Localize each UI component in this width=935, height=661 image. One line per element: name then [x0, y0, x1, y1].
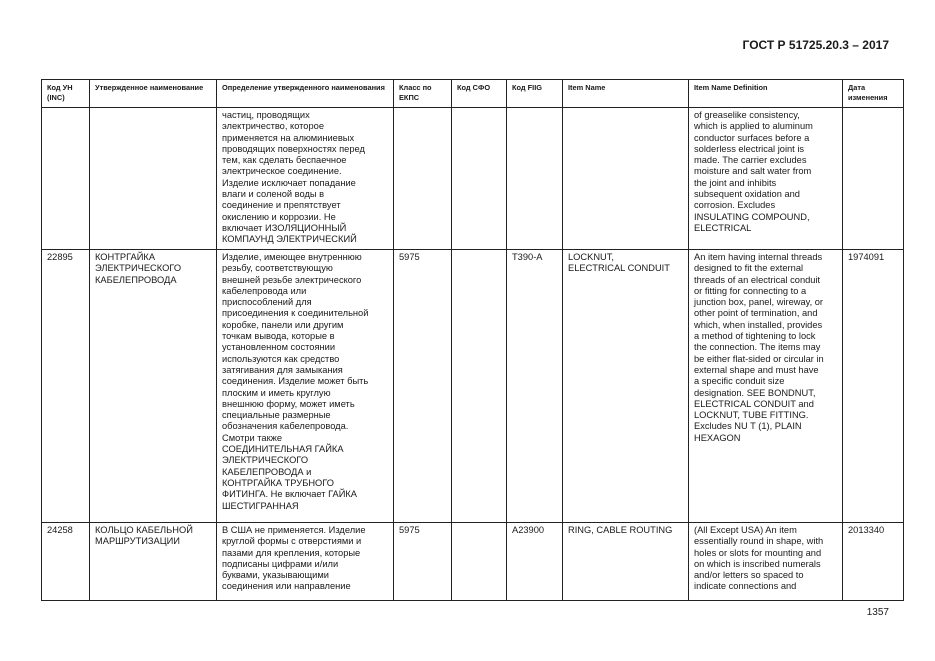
- cell-definition: частиц, проводящих электричество, которое применяется на алюминиевых проводящих поверхностях перед тем, как сделать беспаечное электрическое соединение. Изделие исключает попадание влаги и соленой воды в соединение и препятствует окислению и коррозии. Не включает ИЗОЛЯЦИОННЫЙ КОМПАУНД ЭЛЕКТРИЧЕСКИЙ: [217, 108, 394, 250]
- cell-item-name: [563, 108, 689, 250]
- page-number: 1357: [866, 607, 889, 618]
- cell-approved-name: [90, 108, 217, 250]
- cell-ekps-class: [394, 108, 452, 250]
- cell-ekps-class: 5975: [394, 250, 452, 523]
- col-header-definition: Определение утвержденного наименования: [217, 80, 394, 108]
- col-header-item-name: Item Name: [563, 80, 689, 108]
- inc-table: [41, 79, 904, 601]
- cell-ekps-class: 5975: [394, 523, 452, 601]
- col-header-approved-name: Утвержденное наименование: [90, 80, 217, 108]
- cell-change-date: 1974091: [843, 250, 904, 523]
- cell-item-name: LOCKNUT, ELECTRICAL CONDUIT: [563, 250, 689, 523]
- table-row: [42, 108, 904, 250]
- cell-change-date: [843, 108, 904, 250]
- document-header: ГОСТ Р 51725.20.3 – 2017: [742, 38, 889, 52]
- cell-definition: Изделие, имеющее внутреннюю резьбу, соответствующую внешней резьбе электрического кабелепровода или приспособлений для присоединения к соединительной коробке, панели или другим точкам вывода, которые в установленном состоянии используются как средство затягивания для замыкания соединения. Изделие может быть плоским и иметь круглую внешнюю форму, может иметь специальные размерные обозначения кабелепровода. Смотри также СОЕДИНИТЕЛЬНАЯ ГАЙКА ЭЛЕКТРИЧЕСКОГО КАБЕЛЕПРОВОДА и КОНТРГАЙКА ТРУБНОГО ФИТИНГА. Не включает ГАЙКА ШЕСТИГРАННАЯ: [217, 250, 394, 523]
- col-header-ekps-class: Класс по ЕКПС: [394, 80, 452, 108]
- cell-definition: В США не применяется. Изделие круглой формы с отверстиями и пазами для крепления, которые подписаны цифрами и/или буквами, указывающими соединения или направление: [217, 523, 394, 601]
- cell-inc: 24258: [42, 523, 90, 601]
- table-row: [42, 523, 904, 601]
- cell-item-name: RING, CABLE ROUTING: [563, 523, 689, 601]
- cell-sfo-code: [452, 250, 507, 523]
- col-header-fiig-code: Код FIIG: [507, 80, 563, 108]
- cell-change-date: 2013340: [843, 523, 904, 601]
- cell-item-name-definition: of greaselike consistency, which is applied to aluminum conductor surfaces before a solderless electrical joint is made. The carrier excludes moisture and salt water from the joint and inhibits subsequent oxidation and corrosion. Excludes INSULATING COMPOUND, ELECTRICAL: [689, 108, 843, 250]
- cell-inc: 22895: [42, 250, 90, 523]
- cell-sfo-code: [452, 108, 507, 250]
- table-header-row: [42, 80, 904, 108]
- col-header-change-date: Дата изменения: [843, 80, 904, 108]
- cell-approved-name: КОЛЬЦО КАБЕЛЬНОЙ МАРШРУТИЗАЦИИ: [90, 523, 217, 601]
- cell-item-name-definition: An item having internal threads designed to fit the external threads of an electrical conduit or fitting for connecting to a junction box, panel, wireway, or other point of termination, and which, when installed, provides a method of tightening to lock the connection. The items may be either flat-sided or circular in external shape and must have a specific conduit size designation. SEE BONDNUT, ELECTRICAL CONDUIT and LOCKNUT, TUBE FITTING. Excludes NU T (1), PLAIN HEXAGON: [689, 250, 843, 523]
- cell-approved-name: КОНТРГАЙКА ЭЛЕКТРИЧЕСКОГО КАБЕЛЕПРОВОДА: [90, 250, 217, 523]
- col-header-item-name-definition: Item Name Definition: [689, 80, 843, 108]
- table-row: [42, 250, 904, 523]
- cell-fiig-code: T390-A: [507, 250, 563, 523]
- cell-fiig-code: [507, 108, 563, 250]
- col-header-inc: Код УН (INC): [42, 80, 90, 108]
- cell-item-name-definition: (All Except USA) An item essentially round in shape, with holes or slots for mounting and on which is inscribed numerals and/or letters so spaced to indicate connections and: [689, 523, 843, 601]
- cell-inc: [42, 108, 90, 250]
- cell-sfo-code: [452, 523, 507, 601]
- cell-fiig-code: A23900: [507, 523, 563, 601]
- col-header-sfo-code: Код СФО: [452, 80, 507, 108]
